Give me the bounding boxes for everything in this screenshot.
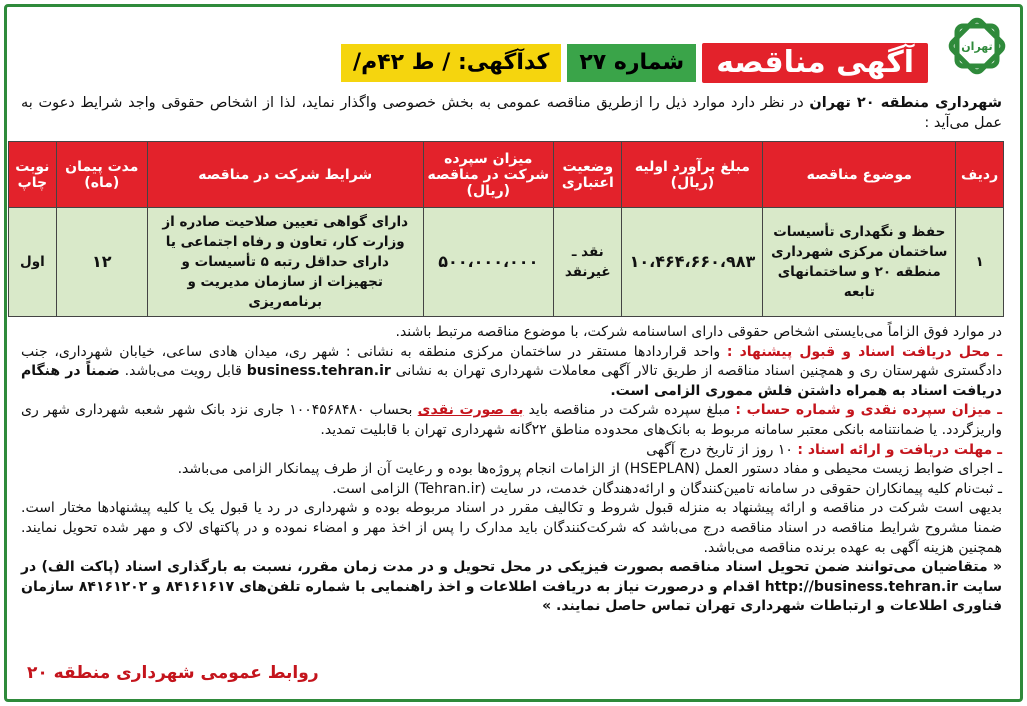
cell-duration: ۱۲ — [56, 208, 147, 317]
body-p8a: « متقاضیان می‌توانند ضمن تحویل اسناد مناقصه بصورت فیزیکی در محل تحویل و در مدت زمان مقرر، نسبت به بارگذاری اسناد (پاکت الف) در سایت — [21, 559, 1002, 595]
table-header-row — [9, 142, 1004, 208]
body-p4 — [21, 441, 1002, 461]
ad-number: شماره ۲۷ — [567, 44, 696, 82]
body-p4-text: ۱۰ روز از تاریخ درج آگهی — [646, 441, 793, 458]
header-credit: وضعیت اعتباری — [554, 142, 622, 208]
header-subject: موضوع مناقصه — [763, 142, 956, 208]
header-conditions: شرایط شرکت در مناقصه — [147, 142, 423, 208]
body-p2a: واحد قراردادها مستقر در ساختمان مرکزی منطقه به نشانی : شهر ری، میدان هادی ساعی، خیابان شهرداری، جنب دادگستری شهرستان ری و همچنین اسناد مناقصه از طریق تالار آگهی معاملات شهرداری تهران به نشانی — [21, 343, 1003, 380]
header-print: نوبت چاپ — [9, 142, 57, 208]
body-p3 — [21, 401, 1002, 440]
body-p2b: قابل رویت می‌باشد. — [124, 363, 242, 380]
cell-conditions: دارای گواهی تعیین صلاحیت صادره از وزارت کار، تعاون و رفاه اجتماعی یا دارای حداقل رتبه ۵ تأسیسات و تجهیزات از سازمان مدیریت و برنامه‌ریزی — [147, 208, 423, 317]
body-p5: ـ اجرای ضوابط زیست محیطی و مفاد دستور العمل (HSEPLAN) از الزامات انجام پروژه‌ها بوده و رعایت آن از طرف پیمانکار الزامی می‌باشد. — [177, 461, 1002, 478]
body-p8 — [21, 558, 1002, 617]
cell-index: ۱ — [956, 208, 1004, 317]
label-deadline: ـ مهلت دریافت و ارائه اسناد : — [797, 441, 1002, 458]
header-estimate: مبلغ برآورد اولیه (ریال) — [622, 142, 763, 208]
tender-table — [8, 141, 1004, 317]
cash-highlight: به صورت نقدی — [417, 402, 524, 419]
signature: روابط عمومی شهرداری منطقه ۲۰ — [27, 663, 319, 683]
label-documents-place: ـ محل دریافت اسناد و قبول پیشنهاد : — [726, 343, 1002, 360]
body-p7: بدیهی است شرکت در مناقصه و ارائه پیشنهاد به منزله قبول شروط و تکالیف مقرر در اسناد مربوطه بوده و شهرداری در رد یا قبول یک یا کلیه پیشنهادها مختار است. ضمنا مشروح شرایط مناقصه در اسناد مناقصه درج می‌باشد که شرکت‌کنندگان باید مدارک را پس از اخذ مهر و امضاء نموده و در پاکتهای لاک و مهر شده تحویل نمایند. همچنین هزینه آگهی به عهده برنده مناقصه می‌باشد. — [21, 500, 1002, 556]
cell-print: اول — [9, 208, 57, 317]
header-duration: مدت پیمان (ماه) — [56, 142, 147, 208]
body-p2 — [21, 343, 1002, 402]
body-p3a: مبلغ سپرده شرکت در مناقصه باید — [528, 402, 731, 419]
label-deposit-account: ـ میزان سپرده نقدی و شماره حساب : — [735, 402, 1002, 419]
ad-title: آگهی مناقصه — [702, 43, 928, 83]
body-p1: در موارد فوق الزاماً می‌بایستی اشخاص حقوقی دارای اساسنامه شرکت، با موضوع مناقصه مرتبط باشند. — [395, 324, 1002, 340]
cell-deposit: ۵۰۰،۰۰۰،۰۰۰ — [423, 208, 554, 317]
header-index: ردیف — [956, 142, 1004, 208]
title-row — [341, 43, 928, 83]
cell-estimate: ۱۰،۴۶۴،۶۶۰،۹۸۳ — [622, 208, 763, 317]
business-url-link[interactable]: business.tehran.ir — [246, 363, 391, 380]
table-row — [9, 208, 1004, 317]
logo-text: تهران — [961, 40, 993, 53]
tehran-municipality-logo — [944, 13, 1010, 79]
header-deposit: میزان سپرده شرکت در مناقصه (ریال) — [423, 142, 554, 208]
body-p8b: اقدام و درصورت نیاز به دریافت اطلاعات و اخذ راهنمایی با شماره تلفن‌های ۸۴۱۶۱۶۱۷ و ۸۴۱۶۱۲۰۲ سازمان فناوری اطلاعات و ارتباطات شهرداری تهران تماس حاصل نمایند. » — [21, 578, 1002, 615]
cell-credit: نقد ـ غیرنقد — [554, 208, 622, 317]
business-http-link[interactable]: http://business.tehran.ir — [764, 578, 958, 595]
ad-code: کدآگهی: / ط ۴۲م/ — [341, 44, 561, 82]
body-text — [21, 323, 1002, 617]
intro-paragraph — [21, 93, 1002, 133]
intro-org: شهرداری منطقه ۲۰ تهران — [809, 95, 1003, 111]
body-p2c: ضمناً در هنگام دریافت اسناد به همراه داشتن فلش مموری الزامی است. — [21, 363, 1002, 399]
intro-text: در نظر دارد موارد ذیل را ازطریق مناقصه عمومی به بخش خصوصی واگذار نماید، لذا از اشخاص حقوقی واجد شرایط دعوت به عمل می‌آید : — [21, 95, 1002, 131]
cell-subject: حفظ و نگهداری تأسیسات ساختمان مرکزی شهرداری منطقه ۲۰ و ساختمانهای تابعه — [763, 208, 956, 317]
body-p6: ـ ثبت‌نام کلیه پیمانکاران حقوقی در سامانه تامین‌کنندگان و ارائه‌دهندگان خدمت، در سایت (Tehran.ir) الزامی است. — [332, 480, 1002, 497]
body-p3b: بحساب ۱۰۰۴۵۶۸۴۸۰ جاری نزد بانک شهر شعبه شهرداری شهر ری واریزگردد. یا ضمانتنامه بانکی معتبر سامانه مربوط به بانک‌های محدوده مناطق ۲۲گانه شهرداری تهران با قابلیت تمدید. — [21, 402, 1002, 438]
advertisement-frame — [4, 4, 1023, 702]
